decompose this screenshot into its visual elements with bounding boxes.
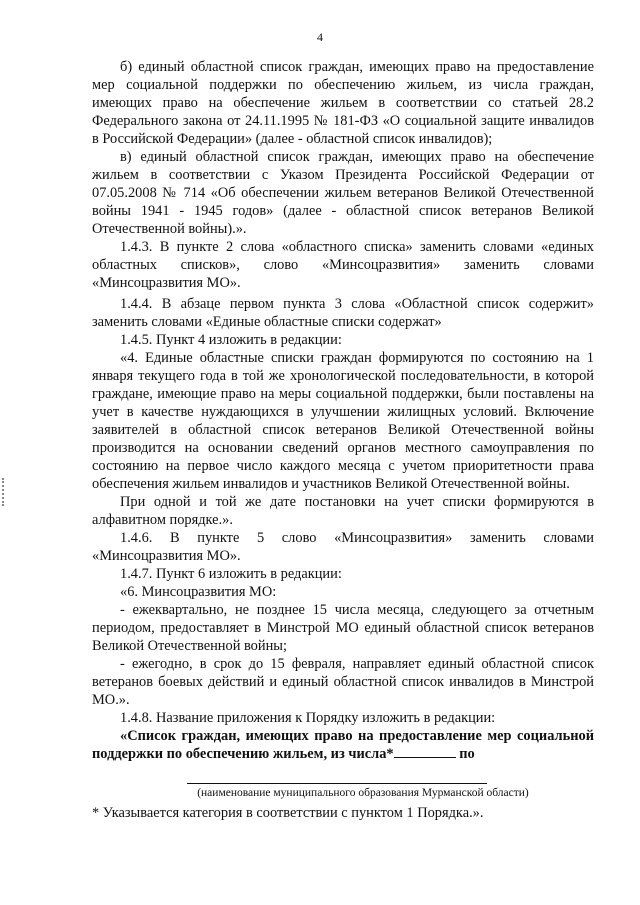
fill-in-blank: [394, 745, 456, 758]
paragraph-point-6: «6. Минсоцразвития МО:: [120, 584, 277, 600]
paragraph-1-4-3: 1.4.3. В пункте 2 слова «областного списка» заменить словами «единых областных списков», слово «Минсоцразвития» заменить словами «Минсоцразвития МО».: [92, 239, 594, 291]
paragraph-1-4-5: 1.4.5. Пункт 4 изложить в редакции:: [120, 332, 342, 348]
paragraph-b: б) единый областной список граждан, имеющих право на предоставление мер социальной поддержки по обеспечению жильем, из числа граждан, имеющих право на обеспечение жильем в соответствии со статьей 28.2 Федерального закона от 24.11.1995 № 181-ФЗ «О социальной защите инвалидов в Российской Федерации» (далее - областной список инвалидов);: [92, 59, 594, 147]
paragraph-quarterly: - ежеквартально, не позднее 15 числа месяца, следующего за отчетным периодом, предоставляет в Минстрой МО единый областной список ветеранов Великой Отечественной войны;: [92, 602, 594, 654]
paragraph-alphabetical: При одной и той же дате постановки на учет списки формируются в алфавитном порядке.».: [92, 494, 594, 528]
page-number: 4: [317, 30, 323, 44]
appendix-title: [92, 727, 594, 763]
paragraph-point-4: «4. Единые областные списки граждан формируются по состоянию на 1 января текущего года в той же хронологической последовательности, в которой граждане, имеющие право на меры социальной поддержки, были поставлены на учет в качестве нуждающихся в улучшении жилищных условий. Включение заявителей в областной список ветеранов Великой Отечественной войны производится на основании сведений органов местного самоуправления по состоянию на первое число каждого месяца с учетом приоритетности права обеспечения жильем инвалидов и участников Великой Отечественной войны.: [92, 350, 594, 492]
footnote: * Указывается категория в соответствии с пунктом 1 Порядка.».: [92, 805, 484, 821]
scan-edge-mark: [2, 478, 6, 506]
paragraph-annually: - ежегодно, в срок до 15 февраля, направляет единый областной список ветеранов боевых действий и единый областной список инвалидов в Минстрой МО.».: [92, 656, 594, 708]
paragraph-1-4-8: 1.4.8. Название приложения к Порядку изложить в редакции:: [120, 710, 496, 726]
document-body: [92, 58, 594, 822]
paragraph-v: в) единый областной список граждан, имеющих право на обеспечение жильем в соответствии с Указом Президента Российской Федерации от 07.05.2008 № 714 «Об обеспечении жильем ветеранов Великой Отечественной войны 1941 - 1945 годов» (далее - областной список ветеранов Великой Отечественной войны).».: [92, 149, 594, 237]
municipality-caption: (наименование муниципального образования Мурманской области): [197, 787, 529, 799]
signature-line: [187, 783, 487, 784]
paragraph-1-4-6: 1.4.6. В пункте 5 слово «Минсоцразвития» заменить словами «Минсоцразвития МО».: [92, 530, 594, 564]
paragraph-1-4-4: 1.4.4. В абзаце первом пункта 3 слова «Областной список содержит» заменить словами «Единые областные списки содержат»: [92, 296, 594, 330]
paragraph-1-4-7: 1.4.7. Пункт 6 изложить в редакции:: [120, 566, 342, 582]
appendix-title-tail: по: [455, 746, 475, 762]
appendix-title-text: «Список граждан, имеющих право на предоставление мер социальной поддержки по обеспечению жильем, из числа*: [92, 728, 594, 762]
